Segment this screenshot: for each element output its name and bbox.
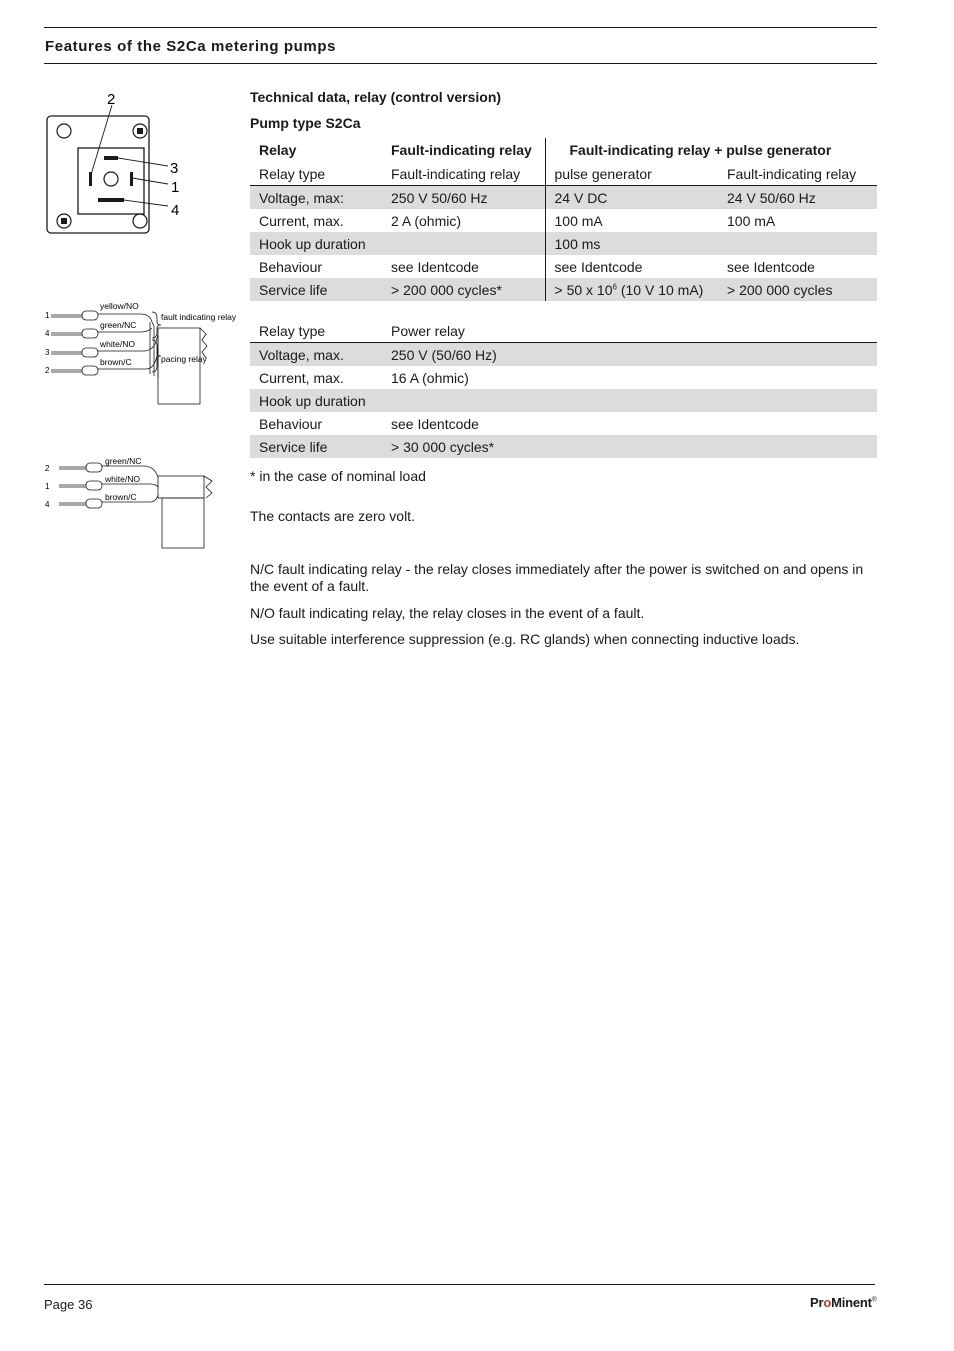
table-header-relay: Relay <box>259 142 297 158</box>
wiring2-wire-white: white/NO <box>105 474 140 484</box>
pump-type-heading: Pump type S2Ca <box>250 115 361 131</box>
table-cell: Current, max. <box>259 212 344 229</box>
table-row <box>250 435 877 458</box>
table-cell: Relay type <box>250 319 382 343</box>
footnote: * in the case of nominal load <box>250 468 426 484</box>
table-cell: see Identcode <box>545 255 718 278</box>
table-cell: Service life <box>250 435 382 458</box>
table-cell: 250 V (50/60 Hz) <box>382 343 877 367</box>
table-cell: see Identcode <box>391 415 479 432</box>
connector-label-4: 4 <box>171 202 180 219</box>
power-relay-table <box>250 319 877 458</box>
table-cell: see Identcode <box>727 258 815 275</box>
wiring2-wire-green: green/NC <box>105 456 142 466</box>
page-title: Features of the S2Ca metering pumps <box>45 38 337 55</box>
relay-spec-table <box>250 138 877 301</box>
table-row <box>250 343 877 367</box>
table-cell: Hook up duration <box>250 389 382 412</box>
table-row <box>250 186 877 210</box>
table-cell: Relay type <box>250 162 382 186</box>
wiring2-wire-brown: brown/C <box>105 492 137 502</box>
table-cell: > 200 000 cycles* <box>382 278 545 301</box>
zero-volt-note: The contacts are zero volt. <box>250 508 415 524</box>
table-cell: 16 A (ohmic) <box>391 369 469 386</box>
table-cell <box>382 232 545 255</box>
table-cell: 100 mA <box>727 212 776 229</box>
connector-label-2: 2 <box>107 91 116 108</box>
table-header-fault-pulse: Fault-indicating relay + pulse generator <box>545 138 877 162</box>
table-cell <box>382 389 877 412</box>
table-cell: pulse generator <box>545 162 718 186</box>
nc-relay-note: N/C fault indicating relay - the relay closes immediately after the power is switched on and opens in the event of a fault. <box>250 561 864 594</box>
table-cell <box>718 232 877 255</box>
table-cell: 24 V 50/60 Hz <box>718 186 877 210</box>
wiring1-wire-yellow: yellow/NO <box>100 301 139 311</box>
section-heading: Technical data, relay (control version) <box>250 89 502 105</box>
table-row <box>250 162 877 186</box>
table-cell: > 200 000 cycles <box>718 278 877 301</box>
connector-diagram <box>40 88 200 240</box>
wiring2-pin-2: 2 <box>45 464 50 473</box>
wiring1-wire-white: white/NO <box>100 339 135 349</box>
table-row <box>250 278 877 301</box>
wiring2-pin-4: 4 <box>45 500 50 509</box>
table-cell: Voltage, max: <box>250 186 382 210</box>
wiring1-wire-green: green/NC <box>100 320 137 330</box>
table-cell-service-life-pulse: > 50 x $10^6$ (10 V 10 mA) <box>545 278 718 301</box>
table-cell: see Identcode <box>391 258 479 275</box>
table-cell: 100 mA <box>545 209 718 232</box>
page-number: Page 36 <box>44 1297 93 1312</box>
table-row <box>250 232 877 255</box>
table-row <box>250 389 877 412</box>
table-cell: Voltage, max. <box>250 343 382 367</box>
wiring2-pin-1: 1 <box>45 482 50 491</box>
wiring1-pin-3: 3 <box>45 348 50 357</box>
table-cell: Fault-indicating relay <box>718 162 877 186</box>
brand-logo: ProMinent® <box>810 1295 877 1310</box>
table-header-fault: Fault-indicating relay <box>391 142 532 158</box>
wiring1-pin-1: 1 <box>45 311 50 320</box>
table-cell: 250 V 50/60 Hz <box>382 186 545 210</box>
table-cell: Fault-indicating relay <box>382 162 545 186</box>
table-cell: Hook up duration <box>250 232 382 255</box>
wiring1-pin-4: 4 <box>45 329 50 338</box>
table-cell: Behaviour <box>259 258 323 275</box>
table-row <box>250 319 877 343</box>
wiring1-group-fault: fault indicating relay <box>161 312 237 322</box>
wiring-diagram-fault-pacing <box>40 298 250 408</box>
table-cell: Service life <box>250 278 382 301</box>
table-cell: Behaviour <box>259 415 323 432</box>
connector-label-3: 3 <box>170 160 179 177</box>
no-relay-note: N/O fault indicating relay, the relay closes in the event of a fault. <box>250 605 645 621</box>
wiring-diagram-3-wire <box>40 453 230 553</box>
table-cell: Power relay <box>382 319 877 343</box>
suppression-note: Use suitable interference suppression (e.g. RC glands) when connecting inductive loads. <box>250 631 800 647</box>
wiring1-pin-2: 2 <box>45 366 50 375</box>
connector-label-1: 1 <box>171 179 180 196</box>
table-row <box>250 255 877 278</box>
table-header-row <box>250 138 877 162</box>
wiring1-group-pacing: pacing relay <box>161 354 207 364</box>
table-cell: 100 ms <box>545 232 718 255</box>
table-cell: 24 V DC <box>545 186 718 210</box>
footer-rule <box>44 1284 875 1285</box>
header-top-rule <box>44 27 877 28</box>
table-cell: 2 A (ohmic) <box>391 212 462 229</box>
wiring1-wire-brown: brown/C <box>100 357 132 367</box>
table-row <box>250 366 877 389</box>
table-row <box>250 412 877 435</box>
table-cell: Current, max. <box>259 369 344 386</box>
table-cell: > 30 000 cycles* <box>382 435 877 458</box>
table-row <box>250 209 877 232</box>
header-bottom-rule <box>44 63 877 64</box>
